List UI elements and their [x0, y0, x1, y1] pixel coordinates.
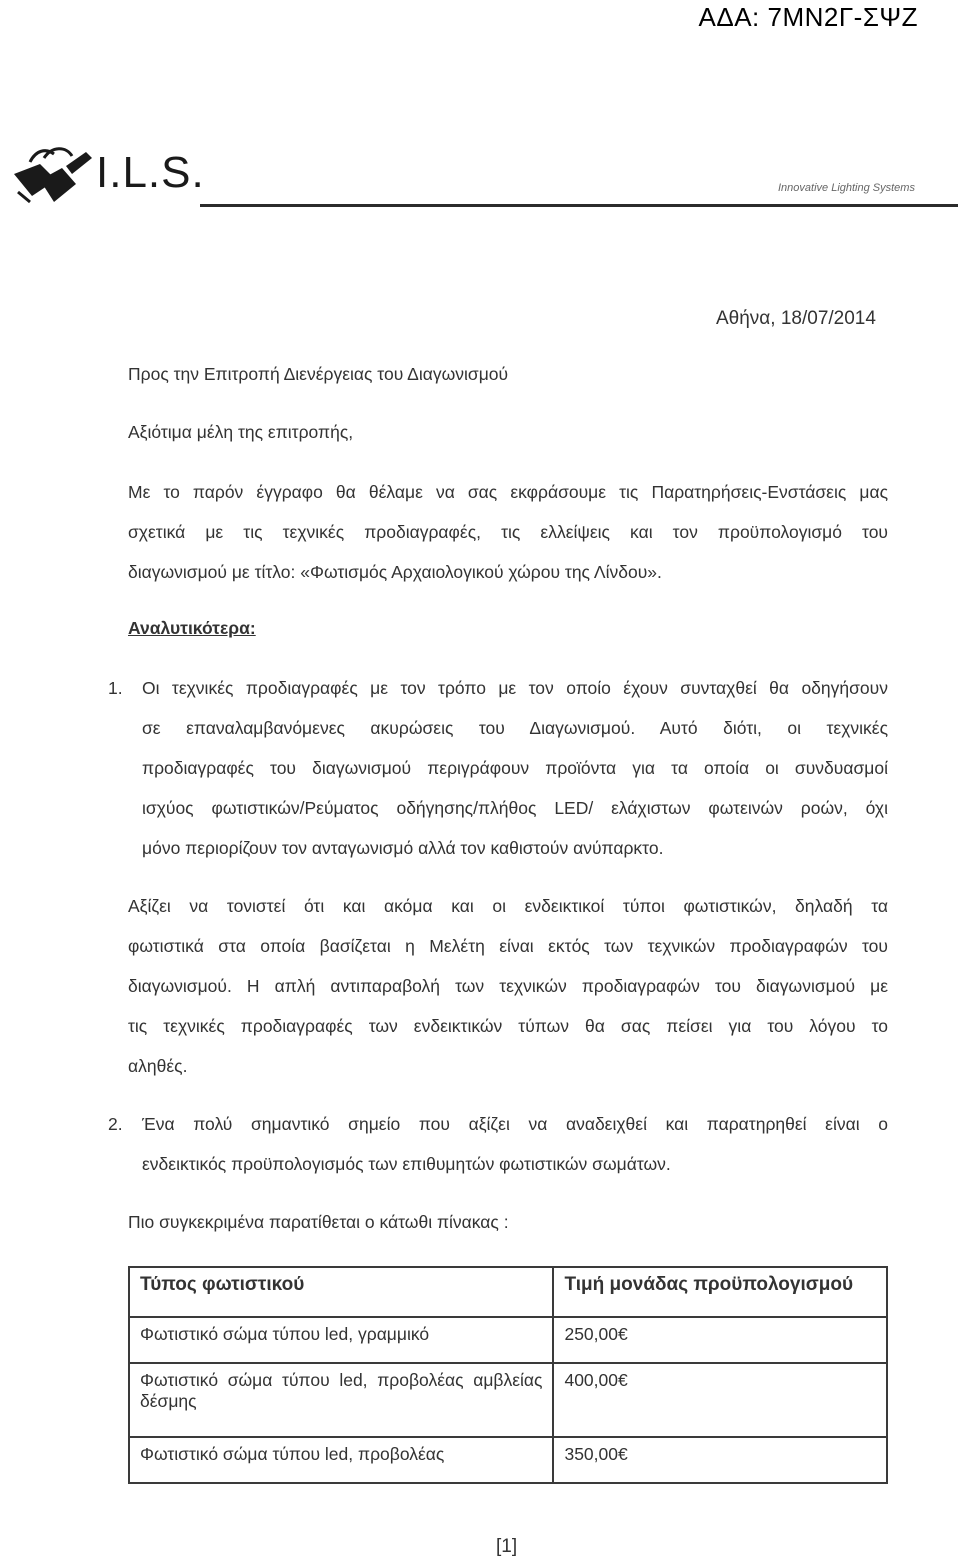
letter-date: Αθήνα, 18/07/2014	[716, 308, 876, 329]
header-rule	[200, 204, 958, 207]
section-heading: Αναλυτικότερα:	[128, 618, 256, 638]
item2-line: Ένα πολύ σημαντικό σημείο που αξίζει να αναδειχθεί και παρατηρηθεί είναι ο	[142, 1114, 888, 1134]
table-cell: Φωτιστικό σώμα τύπου led, προβολέας	[129, 1437, 553, 1483]
company-logo-text: I.L.S.	[96, 148, 205, 197]
recipient: Προς την Επιτροπή Διενέργειας του Διαγωνισμού	[128, 364, 509, 384]
item1-line: ισχύος φωτιστικών/Ρεύματος οδήγησης/πλήθος LED/ ελάχιστων φωτεινών ροών, όχι	[142, 798, 888, 818]
company-tagline: Innovative Lighting Systems	[778, 182, 915, 194]
intro-line: διαγωνισμού με τίτλο: «Φωτισμός Αρχαιολογικού χώρου της Λίνδου».	[128, 562, 662, 582]
item2-line: ενδεικτικός προϋπολογισμός των επιθυμητών φωτιστικών σωμάτων.	[142, 1154, 671, 1174]
item1-line: Οι τεχνικές προδιαγραφές με τον τρόπο με τον οποίο έχουν συνταχθεί θα οδηγήσουν	[142, 678, 888, 698]
table-intro: Πιο συγκεκριμένα παρατίθεται ο κάτωθι πίνακας :	[128, 1212, 509, 1232]
para2-line: Αξίζει να τονιστεί ότι και ακόμα και οι ενδεικτικοί τύποι φωτιστικών, δηλαδή τα	[128, 896, 888, 916]
item1-line: μόνο περιορίζουν τον ανταγωνισμό αλλά τον καθιστούν ανύπαρκτο.	[142, 838, 664, 858]
table-header: Τύπος φωτιστικού	[129, 1267, 553, 1317]
table-cell: Φωτιστικό σώμα τύπου led, γραμμικό	[129, 1317, 553, 1363]
item-number: 2.	[108, 1114, 123, 1134]
table-cell: Φωτιστικό σώμα τύπου led, προβολέας αμβλείας δέσμης	[129, 1363, 553, 1437]
para2-line: τις τεχνικές προδιαγραφές των ενδεικτικών τύπων θα σας πείσει για του λόγου το	[128, 1016, 888, 1036]
item-number: 1.	[108, 678, 123, 698]
table-cell: 400,00€	[553, 1363, 887, 1437]
table-row	[129, 1363, 887, 1437]
page-number: [1]	[496, 1536, 518, 1557]
para2-line: αληθές.	[128, 1056, 188, 1076]
table-header: Τιμή μονάδας προϋπολογισμού	[553, 1267, 887, 1317]
table-cell: 250,00€	[553, 1317, 887, 1363]
ils-logo-icon	[10, 144, 102, 214]
table-cell: 350,00€	[553, 1437, 887, 1483]
ada-code: ΑΔΑ: 7ΜΝ2Γ-ΣΨΖ	[698, 2, 918, 32]
item1-line: σε επαναλαμβανόμενες ακυρώσεις του Διαγωνισμού. Αυτό διότι, οι τεχνικές	[142, 718, 888, 738]
budget-table	[128, 1266, 888, 1484]
intro-line: Με το παρόν έγγραφο θα θέλαμε να σας εκφράσουμε τις Παρατηρήσεις-Ενστάσεις μας	[128, 482, 888, 502]
salutation: Αξιότιμα μέλη της επιτροπής,	[128, 422, 354, 442]
para2-line: διαγωνισμού. Η απλή αντιπαραβολή των τεχνικών προδιαγραφών του διαγωνισμού με	[128, 976, 888, 996]
item1-line: προδιαγραφές του διαγωνισμού περιγράφουν προϊόντα για τα οποία οι συνδυασμοί	[142, 758, 888, 778]
table-header-row	[129, 1267, 887, 1317]
para2-line: φωτιστικά στα οποία βασίζεται η Μελέτη είναι εκτός των τεχνικών προδιαγραφών του	[128, 936, 888, 956]
table-row	[129, 1437, 887, 1483]
intro-line: σχετικά με τις τεχνικές προδιαγραφές, τις ελλείψεις και τον προϋπολογισμό του	[128, 522, 888, 542]
table-row	[129, 1317, 887, 1363]
